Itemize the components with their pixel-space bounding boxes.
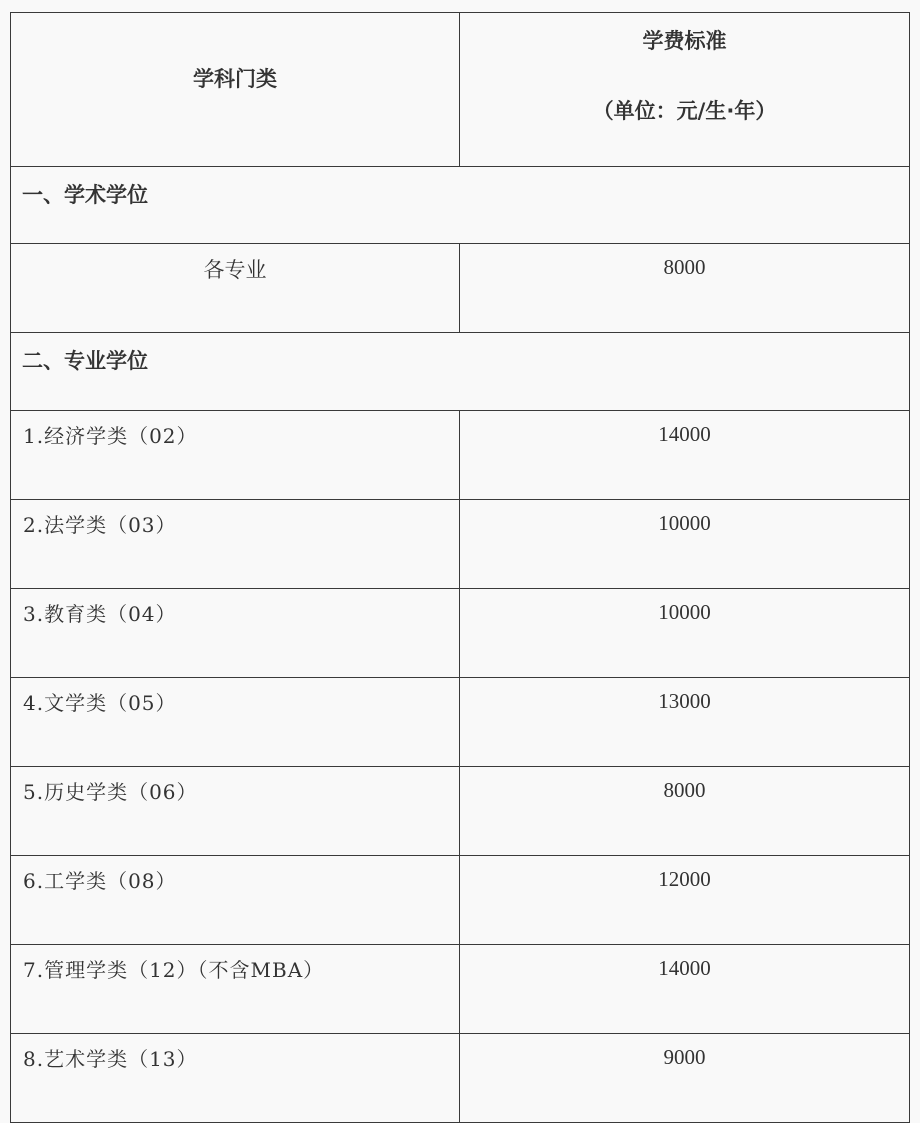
category-cell: 8.艺术学类（13）	[11, 1034, 460, 1123]
table-row	[11, 856, 910, 945]
table-header-row	[11, 13, 910, 167]
fee-cell: 14000	[460, 945, 910, 1034]
header-category-cell	[11, 13, 460, 167]
category-cell: 各专业	[11, 244, 460, 333]
header-category-label: 学科门类	[193, 66, 277, 91]
section-title: 一、学术学位	[11, 167, 910, 244]
fee-cell: 13000	[460, 678, 910, 767]
fee-cell: 8000	[460, 767, 910, 856]
header-unit-label: （单位：元/生·年）	[592, 99, 777, 123]
table-row	[11, 500, 910, 589]
table-row	[11, 589, 910, 678]
fee-cell: 10000	[460, 500, 910, 589]
category-cell: 1.经济学类（02）	[11, 411, 460, 500]
fee-cell: 9000	[460, 1034, 910, 1123]
category-cell: 3.教育类（04）	[11, 589, 460, 678]
fee-cell: 12000	[460, 856, 910, 945]
category-cell: 5.历史学类（06）	[11, 767, 460, 856]
table-row	[11, 945, 910, 1034]
table-row	[11, 411, 910, 500]
tuition-fee-table	[10, 12, 910, 1123]
table-row	[11, 1034, 910, 1123]
header-fee-cell	[460, 13, 910, 167]
fee-cell: 14000	[460, 411, 910, 500]
category-cell: 2.法学类（03）	[11, 500, 460, 589]
table-row	[11, 767, 910, 856]
section-title: 二、专业学位	[11, 333, 910, 411]
section-row-academic	[11, 167, 910, 244]
category-cell: 7.管理学类（12）（不含MBA）	[11, 945, 460, 1034]
category-cell: 4.文学类（05）	[11, 678, 460, 767]
header-fee-label: 学费标准	[642, 29, 727, 53]
table-row	[11, 678, 910, 767]
fee-cell: 8000	[460, 244, 910, 333]
category-cell: 6.工学类（08）	[11, 856, 460, 945]
section-row-professional	[11, 333, 910, 411]
table-row	[11, 244, 910, 333]
fee-cell: 10000	[460, 589, 910, 678]
